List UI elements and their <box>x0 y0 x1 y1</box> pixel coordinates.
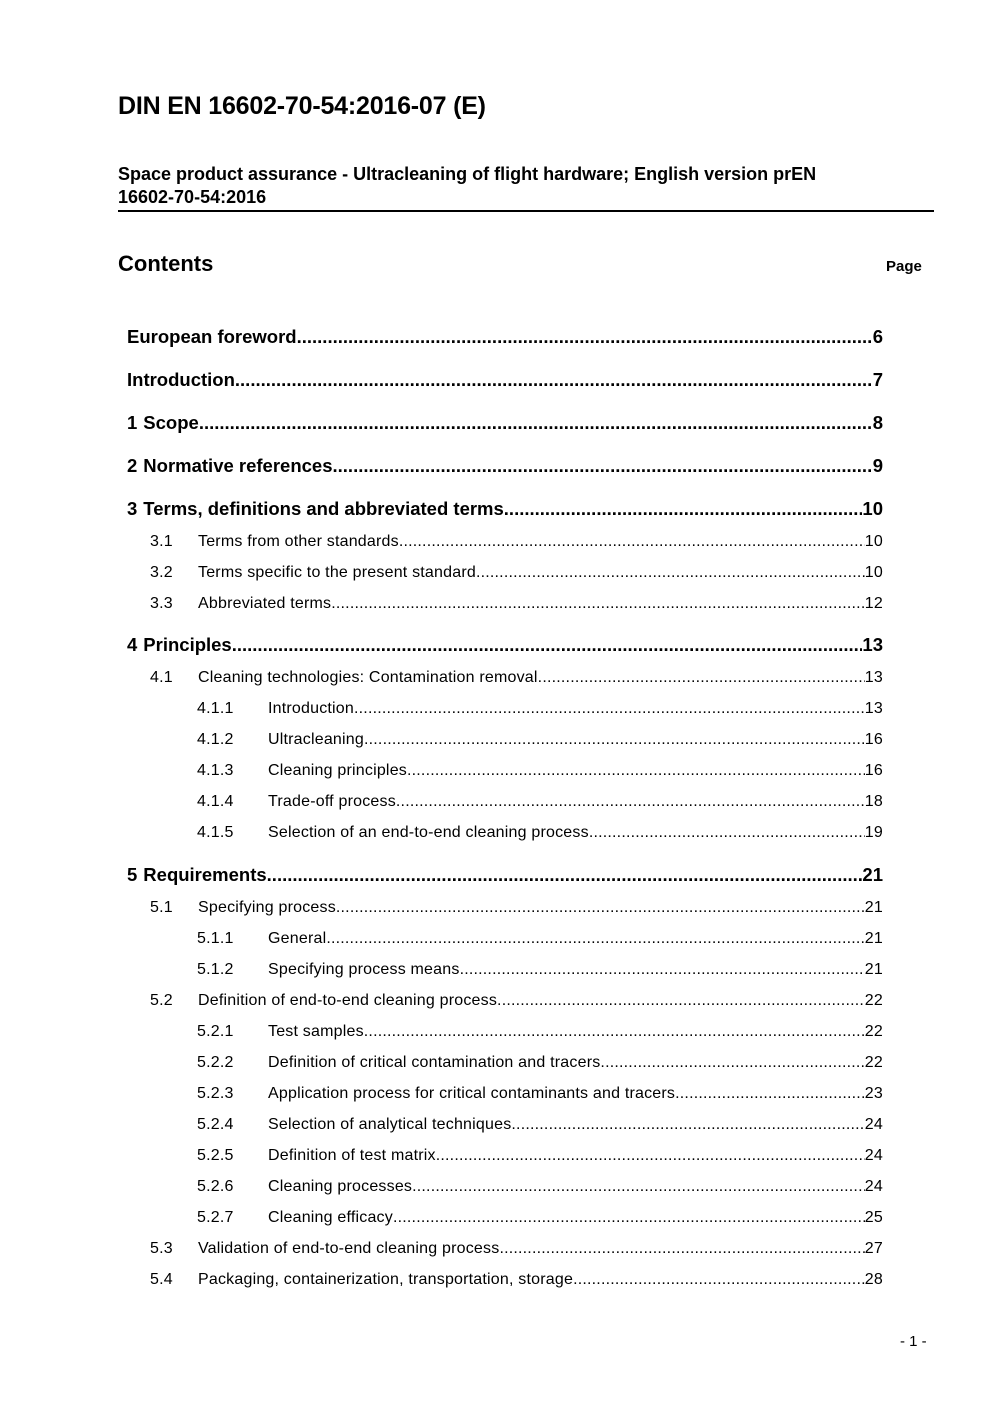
toc-entry[interactable] <box>127 1085 883 1103</box>
toc-entry-number: 4.1.1 <box>197 700 234 717</box>
toc-entry-page: 12 <box>864 595 883 612</box>
toc-entry-page: 10 <box>864 533 883 550</box>
toc-leader <box>436 1147 865 1165</box>
page-number-footer: - 1 - <box>900 1333 927 1350</box>
toc-entry-number: 4.1 <box>150 669 173 686</box>
toc-entry-page: 21 <box>862 864 883 885</box>
document-subtitle <box>118 163 918 209</box>
toc-entry-page: 10 <box>862 498 883 519</box>
toc-entry-number: 5.2.4 <box>197 1116 234 1133</box>
toc-entry-title: Application process for critical contaminants and tracers <box>268 1085 676 1102</box>
toc-entry-page: 19 <box>864 824 883 841</box>
toc-entry[interactable] <box>127 930 883 948</box>
subtitle-line-2: 16602-70-54:2016 <box>118 187 267 207</box>
toc-entry-page: 6 <box>872 326 883 347</box>
toc-entry-title: Packaging, containerization, transportation, storage <box>198 1271 574 1288</box>
toc-entry[interactable] <box>127 533 883 551</box>
toc-entry[interactable] <box>127 369 883 391</box>
toc-entry-title: European foreword <box>127 326 297 347</box>
toc-entry-title: Normative references <box>143 455 333 476</box>
toc-entry[interactable] <box>127 326 883 348</box>
toc-entry[interactable] <box>127 824 883 842</box>
toc-entry-page: 16 <box>864 731 883 748</box>
toc-entry-page: 9 <box>872 455 883 476</box>
toc-entry-title: Abbreviated terms <box>198 595 332 612</box>
toc-entry[interactable] <box>127 793 883 811</box>
toc-entry-page: 23 <box>864 1085 883 1102</box>
toc-entry-title: Ultracleaning <box>268 731 364 748</box>
toc-leader <box>499 1240 864 1258</box>
subtitle-line-1: Space product assurance - Ultracleaning of flight hardware; English version prEN <box>118 164 817 184</box>
toc-leader <box>497 992 865 1010</box>
toc-entry-page: 13 <box>864 700 883 717</box>
toc-leader <box>504 498 863 520</box>
toc-leader <box>199 412 873 434</box>
toc-entry[interactable] <box>127 992 883 1010</box>
toc-leader <box>538 669 865 687</box>
toc-entry-number: 4 <box>127 634 138 655</box>
toc-leader <box>589 824 865 842</box>
toc-leader <box>476 564 865 582</box>
toc-entry-number: 4.1.3 <box>197 762 234 779</box>
toc-entry-title: Specifying process means <box>268 961 460 978</box>
toc-entry-title: Cleaning efficacy <box>268 1209 393 1226</box>
toc-entry[interactable] <box>127 455 883 477</box>
toc-entry-title: Selection of an end-to-end cleaning process <box>268 824 589 841</box>
toc-entry-title: Principles <box>143 634 232 655</box>
toc-entry-number: 3.3 <box>150 595 173 612</box>
toc-entry-page: 7 <box>872 369 883 390</box>
toc-entry-page: 27 <box>864 1240 883 1257</box>
header-rule <box>118 210 934 212</box>
toc-entry[interactable] <box>127 1116 883 1134</box>
toc-entry-page: 16 <box>864 762 883 779</box>
toc-entry[interactable] <box>127 1054 883 1072</box>
toc-entry-page: 13 <box>864 669 883 686</box>
toc-leader <box>354 700 865 718</box>
toc-leader <box>396 793 865 811</box>
toc-entry-number: 4.1.5 <box>197 824 234 841</box>
toc-entry-page: 25 <box>864 1209 883 1226</box>
toc-entry[interactable] <box>127 1209 883 1227</box>
toc-entry-page: 21 <box>864 930 883 947</box>
toc-entry[interactable] <box>127 1147 883 1165</box>
toc-leader <box>600 1054 864 1072</box>
toc-leader <box>393 1209 865 1227</box>
toc-entry-title: Specifying process <box>198 899 336 916</box>
toc-entry[interactable] <box>127 1240 883 1258</box>
toc-leader <box>407 762 865 780</box>
toc-entry-number: 5 <box>127 864 138 885</box>
toc-leader <box>364 1023 865 1041</box>
toc-leader <box>331 595 865 613</box>
toc-leader <box>232 634 863 656</box>
toc-entry[interactable] <box>127 634 883 656</box>
toc-entry[interactable] <box>127 864 883 886</box>
toc-leader <box>511 1116 864 1134</box>
toc-leader <box>364 731 865 749</box>
toc-entry-number: 5.1.1 <box>197 930 234 947</box>
toc-entry-page: 10 <box>864 564 883 581</box>
toc-entry[interactable] <box>127 595 883 613</box>
toc-entry[interactable] <box>127 961 883 979</box>
toc-leader <box>573 1271 865 1289</box>
toc-entry-number: 5.2.2 <box>197 1054 234 1071</box>
toc-entry-page: 21 <box>864 899 883 916</box>
toc-entry-page: 22 <box>864 992 883 1009</box>
toc-entry[interactable] <box>127 1178 883 1196</box>
toc-entry[interactable] <box>127 412 883 434</box>
toc-entry-title: Cleaning principles <box>268 762 407 779</box>
toc-entry-title: Selection of analytical techniques <box>268 1116 512 1133</box>
toc-entry-number: 5.2.7 <box>197 1209 234 1226</box>
toc-entry[interactable] <box>127 731 883 749</box>
toc-entry-title: Introduction <box>268 700 355 717</box>
toc-entry-page: 22 <box>864 1023 883 1040</box>
toc-leader <box>675 1085 865 1103</box>
toc-entry[interactable] <box>127 1023 883 1041</box>
toc-leader <box>326 930 864 948</box>
toc-entry-title: Terms specific to the present standard <box>198 564 476 581</box>
toc-entry-title: Definition of critical contamination and tracers <box>268 1054 601 1071</box>
toc-entry-page: 24 <box>864 1116 883 1133</box>
toc-entry-page: 21 <box>864 961 883 978</box>
toc-entry-title: Test samples <box>268 1023 364 1040</box>
toc-entry-number: 5.2.5 <box>197 1147 234 1164</box>
toc-entry-title: Cleaning processes <box>268 1178 413 1195</box>
toc-entry[interactable] <box>127 700 883 718</box>
toc-entry[interactable] <box>127 498 883 520</box>
toc-entry-title: Scope <box>143 412 199 433</box>
toc-leader <box>399 533 865 551</box>
toc-leader <box>267 864 863 886</box>
toc-entry[interactable] <box>127 762 883 780</box>
toc-entry-number: 5.2.3 <box>197 1085 234 1102</box>
toc-entry-title: Terms, definitions and abbreviated terms <box>143 498 504 519</box>
toc-leader <box>336 899 865 917</box>
toc-entry-page: 24 <box>864 1147 883 1164</box>
toc-entry-page: 18 <box>864 793 883 810</box>
toc-entry-number: 5.1 <box>150 899 173 916</box>
toc-entry-page: 22 <box>864 1054 883 1071</box>
toc-leader <box>235 369 873 391</box>
toc-entry-title: Definition of end-to-end cleaning process <box>198 992 498 1009</box>
toc-entry-title: Cleaning technologies: Contamination removal <box>198 669 538 686</box>
toc-entry-number: 5.2.1 <box>197 1023 234 1040</box>
toc-entry-number: 5.3 <box>150 1240 173 1257</box>
toc-entry-number: 4.1.2 <box>197 731 234 748</box>
document-id: DIN EN 16602-70-54:2016-07 (E) <box>118 92 486 120</box>
toc-entry-number: 5.1.2 <box>197 961 234 978</box>
toc-entry-title: General <box>268 930 327 947</box>
toc-leader <box>333 455 873 477</box>
toc-leader <box>460 961 865 979</box>
toc-entry-title: Trade-off process <box>268 793 396 810</box>
toc-entry-title: Introduction <box>127 369 235 390</box>
toc-entry[interactable] <box>127 1271 883 1289</box>
toc-entry[interactable] <box>127 669 883 687</box>
toc-entry-title: Requirements <box>143 864 267 885</box>
toc-entry-number: 5.2 <box>150 992 173 1009</box>
toc-entry-number: 4.1.4 <box>197 793 234 810</box>
toc-entry-title: Terms from other standards <box>198 533 399 550</box>
toc-entry-number: 5.2.6 <box>197 1178 234 1195</box>
toc-entry-page: 24 <box>864 1178 883 1195</box>
toc-entry-page: 28 <box>864 1271 883 1288</box>
toc-leader <box>412 1178 865 1196</box>
toc-entry-page: 13 <box>862 634 883 655</box>
contents-heading: Contents <box>118 251 214 276</box>
toc-entry-title: Validation of end-to-end cleaning process <box>198 1240 500 1257</box>
toc-entry[interactable] <box>127 564 883 582</box>
toc-entry-title: Definition of test matrix <box>268 1147 436 1164</box>
toc-leader <box>297 326 873 348</box>
toc-entry-number: 3.2 <box>150 564 173 581</box>
toc-entry-number: 1 <box>127 412 138 433</box>
toc-entry-number: 3.1 <box>150 533 173 550</box>
toc-entry-number: 2 <box>127 455 138 476</box>
toc-entry-page: 8 <box>872 412 883 433</box>
toc-entry-number: 3 <box>127 498 138 519</box>
toc-entry-number: 5.4 <box>150 1271 173 1288</box>
page-column-label: Page <box>886 258 922 275</box>
toc-entry[interactable] <box>127 899 883 917</box>
